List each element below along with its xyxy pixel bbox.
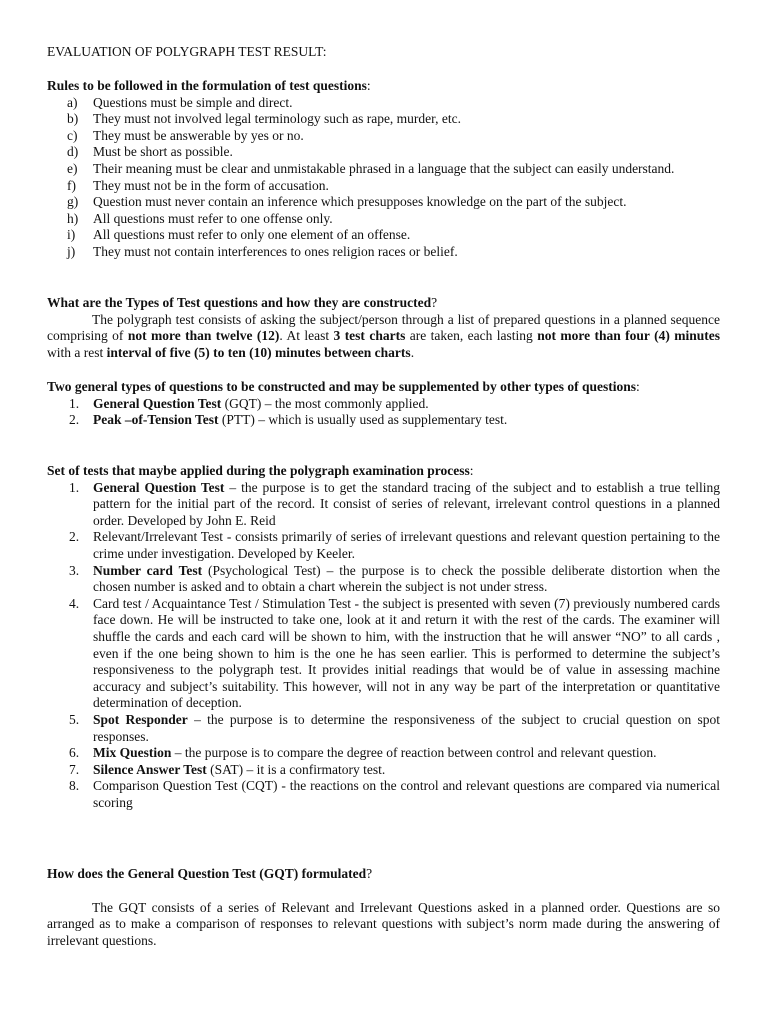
- list-marker: j): [67, 243, 76, 259]
- item-text: Card test / Acquaintance Test / Stimulation Test - the subject is presented with seven (7) previously numbered cards face down. He will be instructed to take one, look at it and return it with the rest of the cards. The examiner will shuffle the cards and each card will be shown to him, with the instruction that he will answer “NO” to all cards , even if the one being shown to him is the one he has seen earlier. This is performed to determine the subject’s responsiveness to the polygraph test. It provides initial readings that would be of value in assessing machine accuracy and subject’s suitability. This however, will not in any way be part of the interpretation or quantitative determination of deception.: [93, 595, 720, 711]
- item-text: (SAT) – it is a confirmatory test.: [206, 761, 386, 777]
- item-term: Number card Test: [93, 562, 203, 578]
- list-marker: 2.: [69, 529, 80, 545]
- list-marker: e): [67, 160, 78, 176]
- item-term: Silence Answer Test: [93, 761, 207, 777]
- list-item: [47, 194, 720, 211]
- list-marker: 1.: [69, 479, 80, 495]
- list-marker: 4.: [69, 595, 80, 611]
- list-item: [47, 745, 720, 762]
- section-heading: Set of tests that maybe applied during the polygraph examination process:: [47, 463, 474, 478]
- list-item: [47, 161, 720, 178]
- list-marker: i): [67, 227, 76, 243]
- types-paragraph: The polygraph test consists of asking the subject/person through a list of prepared questions in a planned sequence comprising of not more than twelve (12). At least 3 test charts are taken, each lasting not more than four (4) minutes with a rest interval of five (5) to ten (10) minutes between charts.: [47, 311, 720, 360]
- item-text: Relevant/Irrelevant Test - consists primarily of series of irrelevant questions and relevant question pertaining to the crime under investigation. Developed by Keeler.: [93, 529, 720, 561]
- section-general-types: [47, 379, 720, 429]
- item-text: They must be answerable by yes or no.: [93, 127, 304, 143]
- gqt-paragraph: The GQT consists of a series of Relevant and Irrelevant Questions asked in a planned order. Questions are so arranged as to make a comparison of responses to relevant questions with subject’s norm made during the answering of irrelevant questions.: [47, 899, 720, 948]
- list-marker: b): [67, 111, 79, 127]
- item-text: Question must never contain an inference which presupposes knowledge on the part of the subject.: [93, 194, 627, 210]
- tests-list: [47, 480, 720, 812]
- item-text: (Psychological Test) – the purpose is to check the possible deliberate distortion when the chosen number is asked and to obtain a chart wherein the subject is not under stress.: [93, 562, 720, 595]
- item-text: All questions must refer to one offense only.: [93, 210, 333, 226]
- section-heading: How does the General Question Test (GQT) formulated?: [47, 866, 373, 881]
- item-text: All questions must refer to only one element of an offense.: [93, 227, 411, 243]
- general-types-list: [47, 396, 720, 429]
- list-item: [47, 712, 720, 745]
- list-marker: f): [67, 177, 76, 193]
- item-text: They must not be in the form of accusation.: [93, 177, 329, 193]
- list-marker: c): [67, 127, 78, 143]
- list-item: [47, 95, 720, 112]
- list-marker: d): [67, 144, 79, 160]
- item-term: Mix Question: [93, 745, 172, 761]
- list-item: [47, 563, 720, 596]
- list-item: [47, 144, 720, 161]
- item-text: – the purpose is to get the standard tracing of the subject and to establish a true telling pattern for the initial part of the record. It consist of series of relevant, irrelevant control questions in a planned order. Developed by John E. Reid: [93, 479, 720, 528]
- item-text: Questions must be simple and direct.: [93, 94, 293, 110]
- list-item: [47, 529, 720, 562]
- list-item: [47, 596, 720, 712]
- list-marker: 3.: [69, 562, 80, 578]
- item-text: (PTT) – which is usually used as supplementary test.: [218, 412, 508, 428]
- list-marker: 8.: [69, 778, 80, 794]
- list-item: [47, 778, 720, 811]
- section-gqt: [47, 866, 720, 949]
- section-set-of-tests: [47, 463, 720, 811]
- item-term: Peak –of-Tension Test: [93, 412, 219, 428]
- list-marker: 7.: [69, 761, 80, 777]
- section-heading: Rules to be followed in the formulation of test questions:: [47, 78, 371, 93]
- list-item: [47, 762, 720, 779]
- list-marker: 5.: [69, 711, 80, 727]
- item-term: Spot Responder: [93, 711, 188, 727]
- list-item: [47, 211, 720, 228]
- list-item: [47, 227, 720, 244]
- list-item: [47, 111, 720, 128]
- list-item: [47, 128, 720, 145]
- list-item: [47, 396, 720, 413]
- item-text: Their meaning must be clear and unmistakable phrased in a language that the subject can easily understand.: [93, 160, 675, 176]
- item-text: Must be short as possible.: [93, 144, 233, 160]
- rules-list: [47, 95, 720, 261]
- list-item: [47, 244, 720, 261]
- list-item: [47, 480, 720, 530]
- section-rules: [47, 78, 720, 261]
- item-text: They must not involved legal terminology such as rape, murder, etc.: [93, 111, 461, 127]
- item-text: They must not contain interferences to ones religion races or belief.: [93, 243, 458, 259]
- item-text: – the purpose is to compare the degree of reaction between control and relevant question.: [171, 745, 657, 761]
- section-types: [47, 295, 720, 361]
- item-text: (GQT) – the most commonly applied.: [221, 395, 429, 411]
- page-title: EVALUATION OF POLYGRAPH TEST RESULT:: [47, 44, 327, 59]
- section-heading: What are the Types of Test questions and how they are constructed?: [47, 295, 438, 310]
- item-text: – the purpose is to determine the responsiveness of the subject to crucial question on spot responses.: [93, 711, 721, 744]
- list-marker: g): [67, 194, 79, 210]
- list-marker: a): [67, 94, 78, 110]
- section-heading: Two general types of questions to be constructed and may be supplemented by other types of questions:: [47, 379, 640, 394]
- list-marker: 6.: [69, 745, 80, 761]
- list-item: [47, 178, 720, 195]
- list-marker: 2.: [69, 412, 80, 428]
- list-item: [47, 412, 720, 429]
- item-term: General Question Test: [93, 479, 225, 495]
- item-term: General Question Test: [93, 395, 222, 411]
- list-marker: h): [67, 210, 79, 226]
- list-marker: 1.: [69, 395, 80, 411]
- item-text: Comparison Question Test (CQT) - the reactions on the control and relevant questions are compared via numerical scoring: [93, 778, 720, 810]
